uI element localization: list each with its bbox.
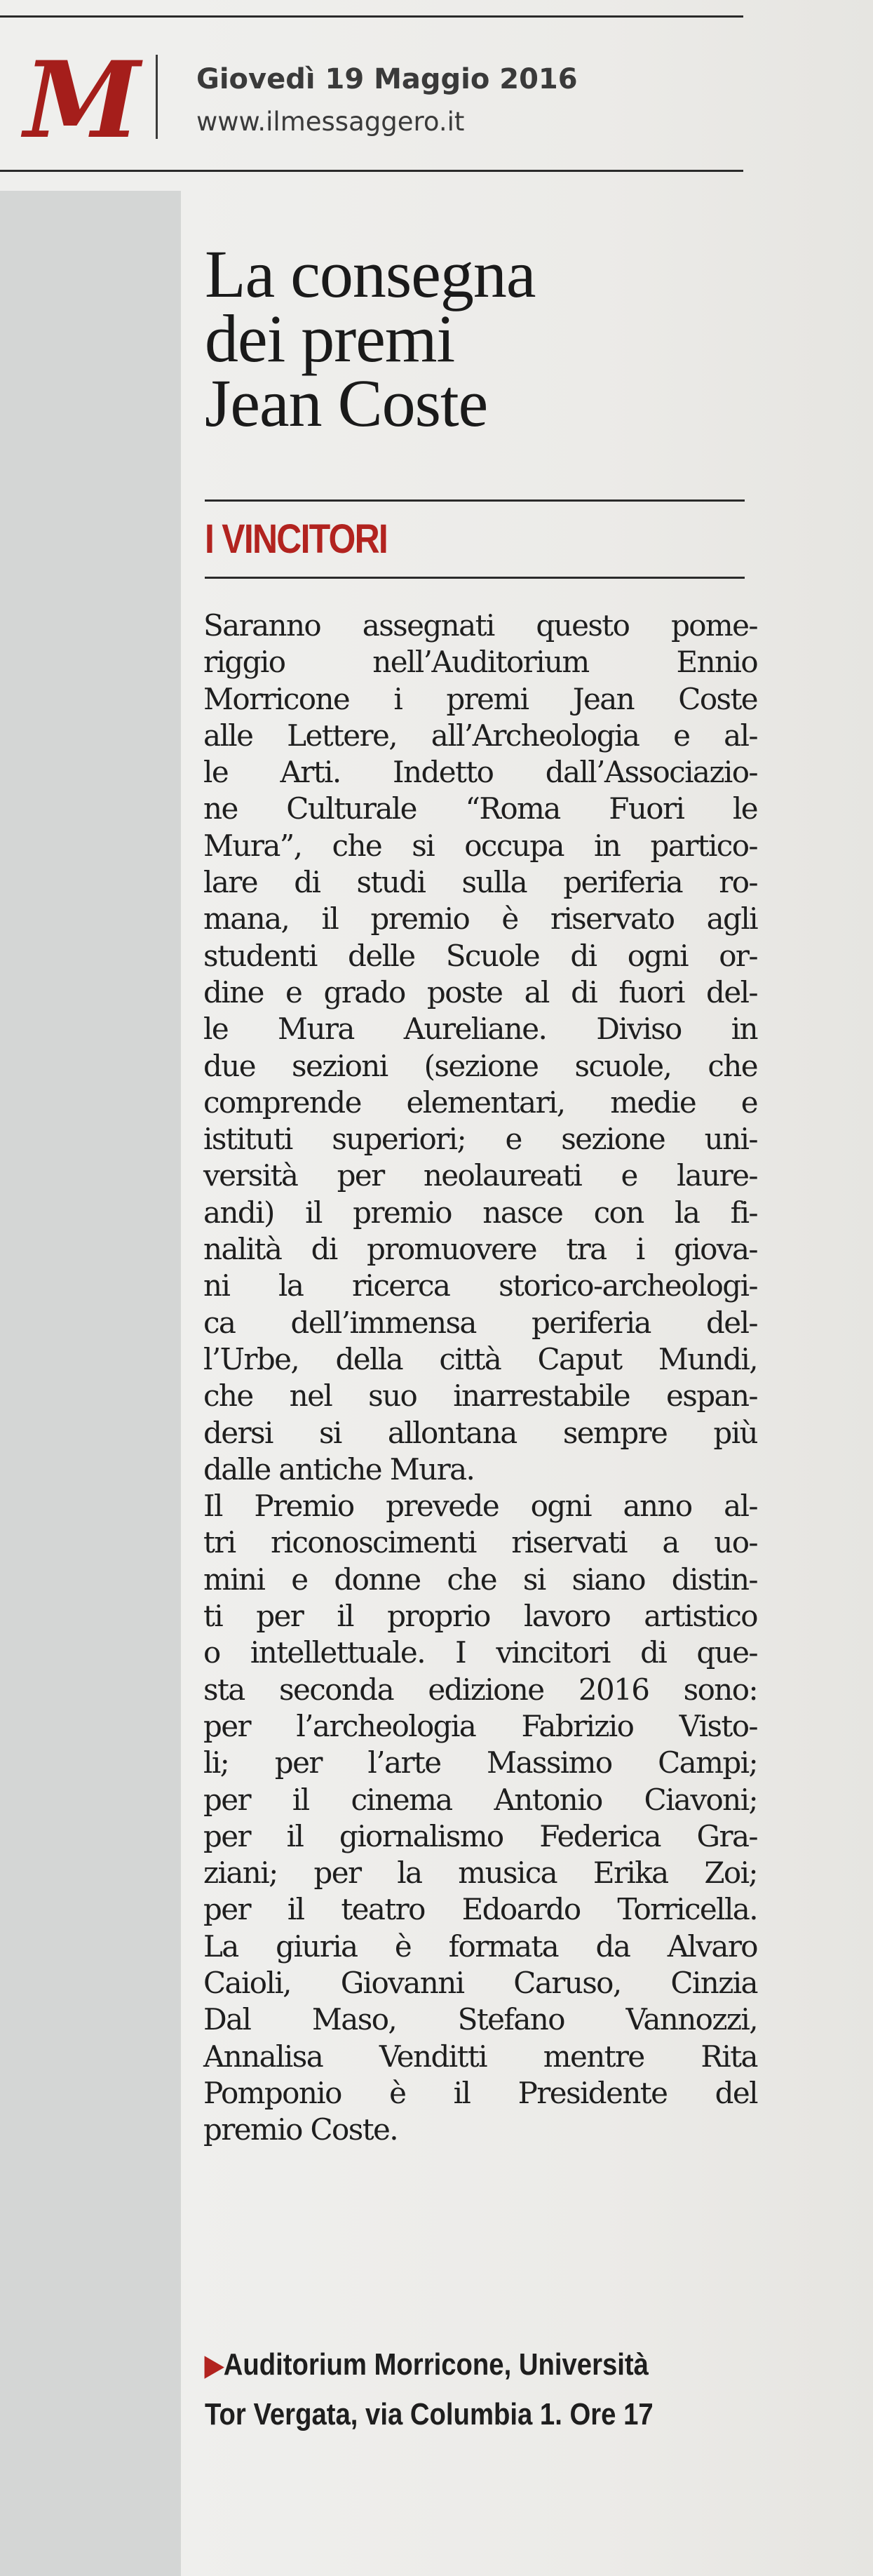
top-rule xyxy=(0,15,743,18)
event-info-line-1 xyxy=(205,2340,654,2390)
event-info-line-2: Tor Vergata, via Columbia 1. Ore 17 xyxy=(205,2397,654,2431)
body-line: ziani; per la musica Erika Zoi; xyxy=(203,1856,757,1891)
body-line: Il Premio prevede ogni anno al- xyxy=(203,1489,757,1524)
section-rule-top xyxy=(205,499,745,502)
body-line: istituti superiori; e sezione uni- xyxy=(203,1122,757,1157)
body-line: Mura”, che si occupa in partico- xyxy=(203,828,757,863)
section-rule-bottom xyxy=(205,577,745,579)
logo-letter: M xyxy=(24,39,141,162)
arrow-right-icon: ▶ xyxy=(205,2350,224,2381)
body-line: Caioli, Giovanni Caruso, Cinzia xyxy=(203,1965,757,2000)
event-venue: Auditorium Morricone, Università xyxy=(223,2347,649,2382)
body-line: dalle antiche Mura. xyxy=(203,1451,475,1487)
body-line: comprende elementari, medie e xyxy=(203,1085,757,1120)
body-line: nalità di promuovere tra i giova- xyxy=(203,1232,757,1267)
article-headline xyxy=(205,236,536,441)
headline-line-1: La consegna xyxy=(205,236,536,311)
body-line: alle Lettere, all’Archeologia e al- xyxy=(203,718,757,753)
body-line: le Mura Aureliane. Diviso in xyxy=(203,1012,757,1047)
body-line: Saranno assegnati questo pome- xyxy=(203,608,757,643)
body-line: ca dell’immensa periferia del- xyxy=(203,1305,757,1340)
publication-date: Giovedì 19 Maggio 2016 xyxy=(196,63,578,95)
body-line: che nel suo inarrestabile espan- xyxy=(203,1378,757,1414)
body-line: mini e donne che si siano distin- xyxy=(203,1562,757,1597)
headline-line-3: Jean Coste xyxy=(205,365,488,441)
body-line: dersi si allontana sempre più xyxy=(203,1415,757,1450)
body-line: sta seconda edizione 2016 sono: xyxy=(203,1672,757,1707)
body-line: Annalisa Venditti mentre Rita xyxy=(203,2039,757,2074)
body-line: versità per neolaureati e laure- xyxy=(203,1158,757,1193)
body-line: per il teatro Edoardo Torricella. xyxy=(203,1892,757,1927)
body-line: dine e grado poste al di fuori del- xyxy=(203,974,757,1009)
body-line: Dal Maso, Stefano Vannozzi, xyxy=(203,2002,757,2037)
publication-url: www.ilmessaggero.it xyxy=(196,107,465,137)
body-line: riggio nell’Auditorium Ennio xyxy=(203,645,757,680)
body-line: ne Culturale “Roma Fuori le xyxy=(203,791,757,826)
body-line: mana, il premio è riservato agli xyxy=(203,901,757,937)
il-messaggero-logo-icon xyxy=(21,39,141,162)
headline-line-2: dei premi xyxy=(205,301,455,376)
body-line: lare di studi sulla periferia ro- xyxy=(203,865,757,900)
body-line: studenti delle Scuole di ogni or- xyxy=(203,938,757,973)
body-line: per il giornalismo Federica Gra- xyxy=(203,1818,757,1853)
body-line: o intellettuale. I vincitori di que- xyxy=(203,1635,757,1670)
body-line: premio Coste. xyxy=(203,2112,398,2147)
event-info xyxy=(205,2340,720,2439)
body-line: li; per l’arte Massimo Campi; xyxy=(203,1745,757,1780)
body-line: l’Urbe, della città Caput Mundi, xyxy=(203,1341,757,1376)
body-line: Morricone i premi Jean Coste xyxy=(203,681,757,716)
body-line: andi) il premio nasce con la fi- xyxy=(203,1195,757,1230)
body-line: per l’archeologia Fabrizio Visto- xyxy=(203,1708,757,1743)
masthead-bottom-rule xyxy=(0,170,743,172)
left-background-margin xyxy=(0,191,181,2576)
body-line: ti per il proprio lavoro artistico xyxy=(203,1599,757,1634)
body-line: tri riconoscimenti riservati a uo- xyxy=(203,1525,757,1560)
section-label: I VINCITORI xyxy=(205,516,388,562)
body-line: Pomponio è il Presidente del xyxy=(203,2075,757,2110)
body-line: due sezioni (sezione scuole, che xyxy=(203,1048,757,1083)
masthead-divider xyxy=(156,55,158,139)
article-body xyxy=(203,608,757,2148)
body-line: La giuria è formata da Alvaro xyxy=(203,1928,757,1964)
body-line: ni la ricerca storico-archeologi- xyxy=(203,1268,757,1303)
body-line: per il cinema Antonio Ciavoni; xyxy=(203,1782,757,1817)
body-line: le Arti. Indetto dall’Associazio- xyxy=(203,755,757,790)
